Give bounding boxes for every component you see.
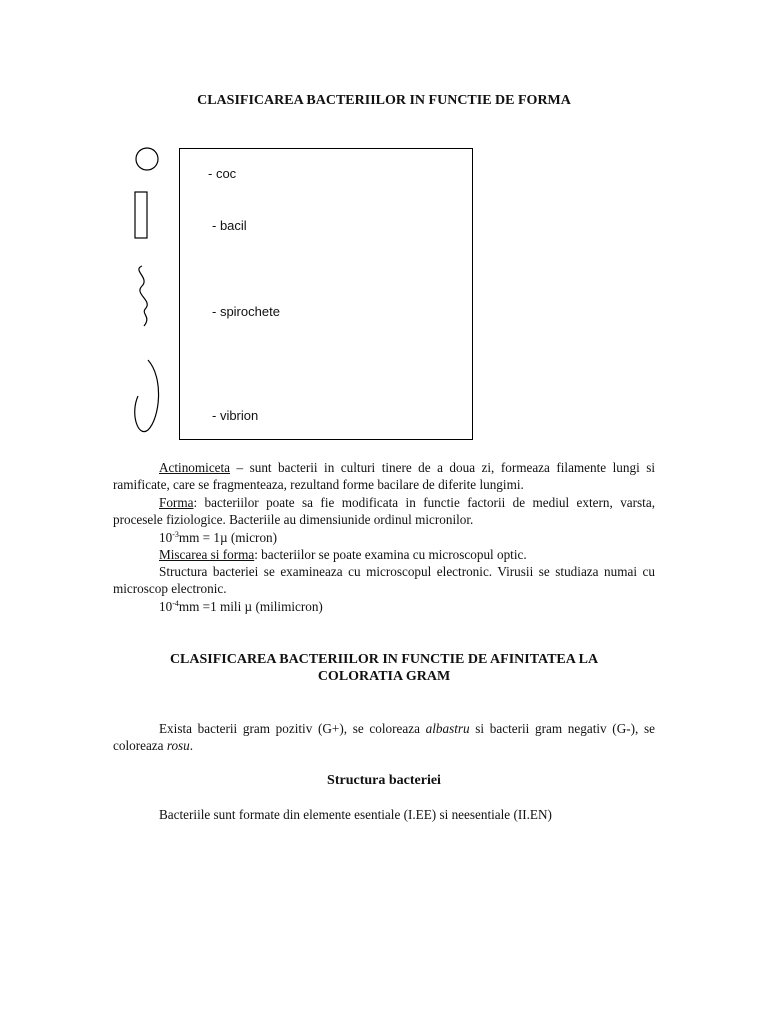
eq1-base: 10 (159, 530, 173, 545)
shapes-box (179, 148, 473, 440)
text-miscarea: : bacteriilor se poate examina cu microscopul optic. (254, 547, 527, 562)
text-rosu: rosu (166, 738, 190, 754)
term-miscarea: Miscarea si forma (159, 547, 255, 562)
equation-milimicron (113, 598, 655, 615)
paragraph-actinomiceta (113, 459, 655, 493)
label-vibrion: - vibrion (212, 408, 259, 423)
label-coc: - coc (208, 166, 237, 181)
eq2-rest: mm =1 mili µ (milimicron) (178, 599, 323, 614)
text-elemente: Bacteriile sunt formate din elemente esentiale (I.EE) si neesentiale (II.EN) (159, 807, 552, 822)
text-albastru: albastru (425, 721, 470, 736)
text-gram-c: si bacterii gram negativ (G-), se coloreaza (113, 721, 655, 754)
eq1-exp: -3 (172, 530, 179, 539)
title-forma: CLASIFICAREA BACTERIILOR IN FUNCTIE DE FORMA (197, 93, 571, 108)
paragraph-miscarea (113, 546, 655, 563)
label-bacil: - bacil (212, 218, 247, 233)
paragraph-structura (113, 563, 655, 597)
label-spirochete: - spirochete (212, 304, 280, 319)
subtitle-structura: Structura bacteriei (327, 773, 441, 788)
paragraph-elemente (113, 806, 655, 823)
bacil-shape (133, 191, 149, 239)
term-actinomiceta: Actinomiceta (159, 460, 231, 475)
text-gram-a: Exista bacterii gram pozitiv (G+), se coloreaza (159, 721, 426, 736)
coc-shape (134, 146, 160, 172)
text-gram-e: . (189, 738, 194, 754)
eq1-rest: mm = 1µ (micron) (178, 530, 278, 545)
paragraph-forma (113, 494, 655, 528)
text-forma: : bacteriilor poate sa fie modificata in functie factorii de mediul extern, varsta, procesele fiziologice. Bacteriile au dimensiunide ordinul micronilor. (113, 495, 655, 528)
term-forma: Forma (159, 495, 194, 510)
title-gram-line2: COLORATIA GRAM (317, 669, 451, 684)
eq2-exp: -4 (172, 599, 179, 608)
equation-micron (113, 529, 655, 546)
text-actinomiceta: – sunt bacterii in culturi tinere de a doua zi, formeaza filamente lungi si ramificate, care se fragmenteaza, rezultand forme bacilare de diferite lungimi. (113, 460, 655, 493)
vibrion-shape (130, 358, 162, 434)
text-structura: Structura bacteriei se examineaza cu microscopul electronic. Virusii se studiaza numai cu microscop electronic. (113, 564, 655, 597)
title-gram-line1: CLASIFICAREA BACTERIILOR IN FUNCTIE DE AFINITATEA LA (169, 652, 599, 667)
spirochete-shape (130, 264, 160, 328)
paragraph-gram (113, 720, 655, 754)
eq2-base: 10 (159, 599, 173, 614)
